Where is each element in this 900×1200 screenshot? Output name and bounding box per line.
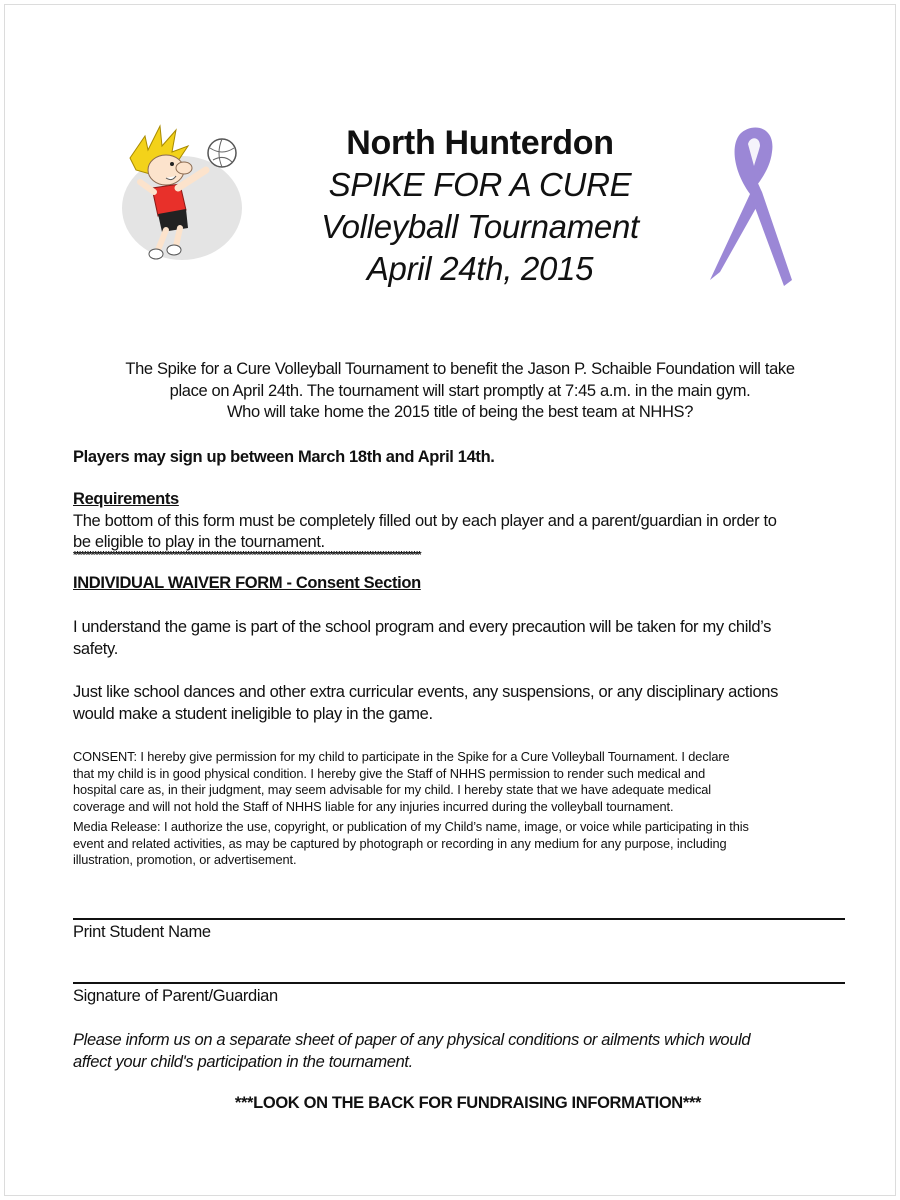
school-name: North Hunterdon [346,124,614,162]
event-date: April 24th, 2015 [366,250,594,287]
medical-conditions-note: Please inform us on a separate sheet of paper of any physical conditions or ailments which would affect your child's participation in the tournament. [73,1031,751,1071]
asterisk-divider: ************************************************************************************************************************************** [73,550,421,561]
media-release-paragraph: Media Release: I authorize the use, copyright, or publication of my Child’s name, image, or voice while participating in this event and related activities, as may be captured by photograph or recording in any medium for any purpose, including illustration, promotion, or advertisement. [73,819,749,867]
student-name-label: Print Student Name [73,923,211,941]
student-name-line[interactable] [73,918,845,920]
intro-paragraph: The Spike for a Cure Volleyball Tournament to benefit the Jason P. Schaible Foundation will take place on April 24th. The tournament will start promptly at 7:45 a.m. in the main gym. Who will take home the 2015 title of being the best team at NHHS? [125,360,795,421]
parent-signature-line[interactable] [73,982,845,984]
document-title [300,122,660,290]
event-type: Volleyball Tournament [321,208,639,245]
event-name: SPIKE FOR A CURE [328,166,632,203]
consent-paragraph: CONSENT: I hereby give permission for my child to participate in the Spike for a Cure Volleyball Tournament. I declare that my child is in good physical condition. I hereby give the Staff of NHHS permission to render such medical and hospital care as, in their judgment, may seem advisable for my child. I hereby state that we have adequate medical coverage and will not hold the Staff of NHHS liable for any injuries incurred during the volleyball tournament. [73,749,730,814]
purple-ribbon-image [700,122,800,292]
fundraising-footer: ***LOOK ON THE BACK FOR FUNDRAISING INFORMATION*** [234,1094,702,1112]
parent-signature-label: Signature of Parent/Guardian [73,987,278,1005]
signup-dates: Players may sign up between March 18th and April 14th. [73,448,495,466]
eligibility-paragraph: Just like school dances and other extra curricular events, any suspensions, or any disciplinary actions would make a student ineligible to play in the game. [73,683,778,723]
safety-paragraph: I understand the game is part of the school program and every precaution will be taken for my child’s safety. [73,618,772,658]
requirements-heading: Requirements [73,490,179,508]
volleyball-player-image [110,118,255,268]
waiver-heading: INDIVIDUAL WAIVER FORM - Consent Section [73,574,421,592]
requirements-section: Requirements The bottom of this form must be completely filled out by each player and a parent/guardian in order to be eligible to play in the tournament. [73,489,863,554]
